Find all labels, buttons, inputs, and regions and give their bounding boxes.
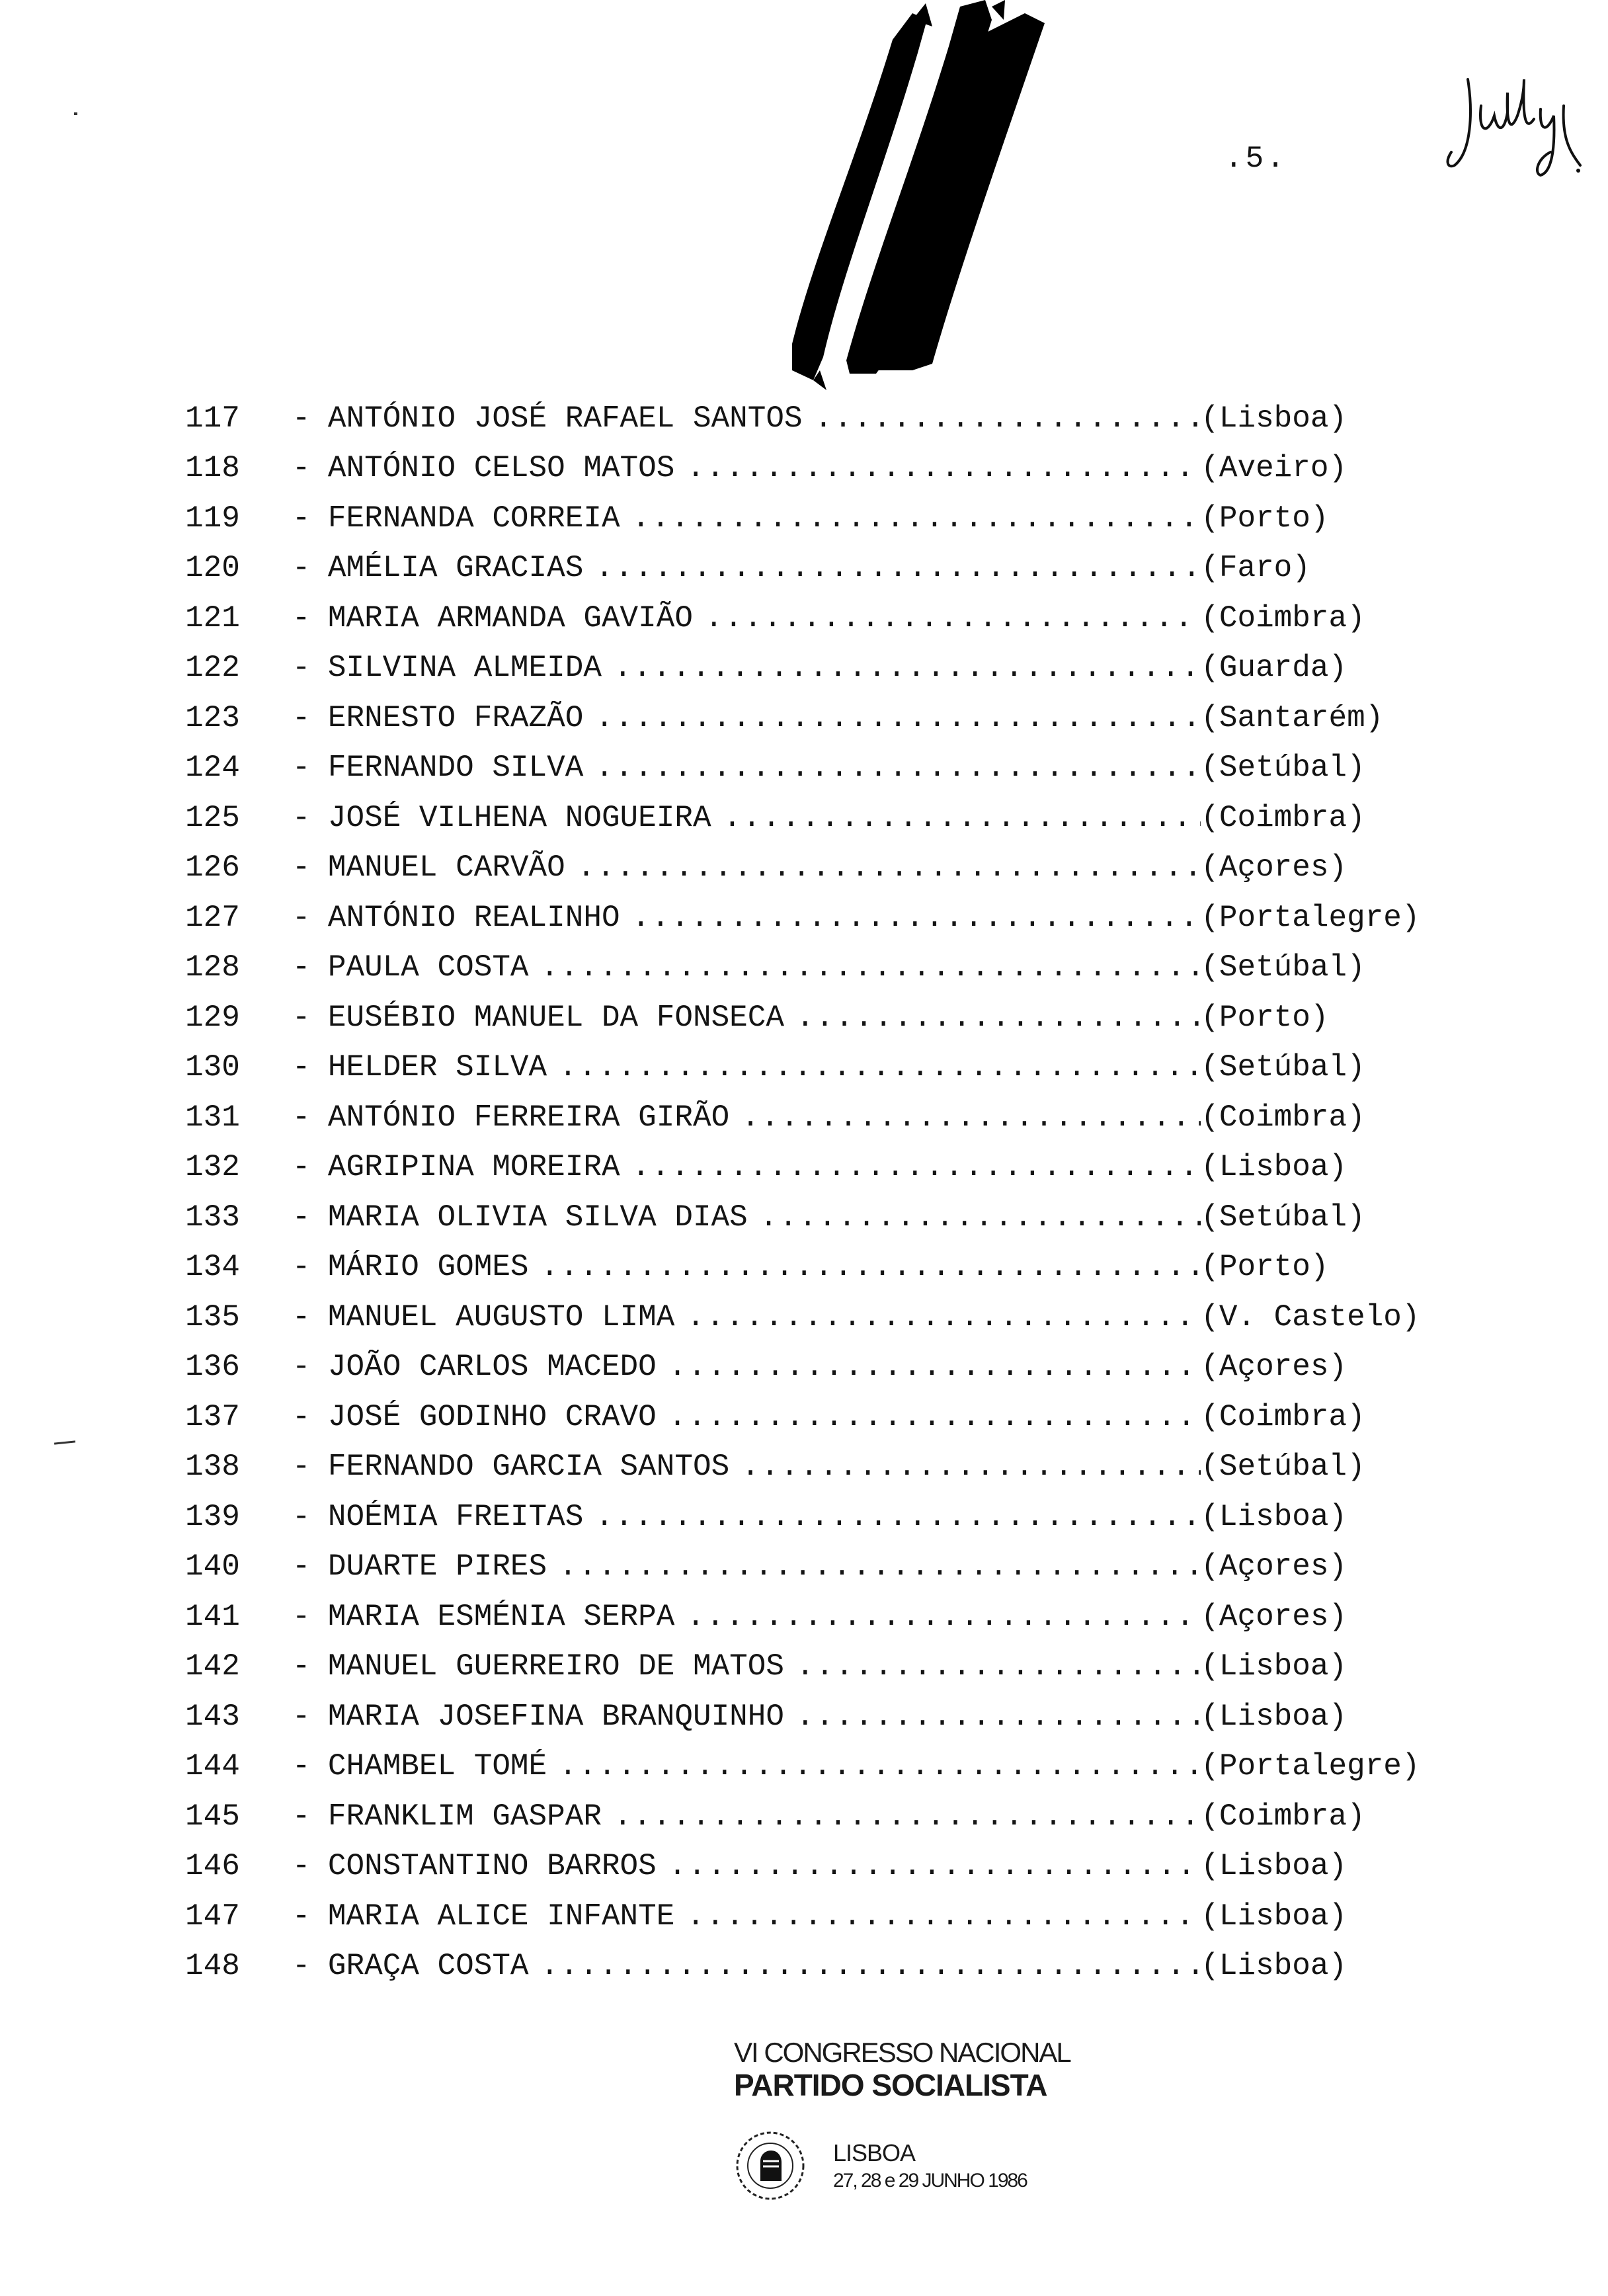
entry-number: 117: [185, 401, 240, 436]
stray-mark-top: [74, 112, 77, 115]
list-item: [185, 1642, 1474, 1692]
entry-district: (Porto): [1201, 1000, 1329, 1035]
entry-name: MANUEL GUERREIRO DE MATOS: [327, 1649, 784, 1684]
entry-separator: -: [292, 751, 311, 786]
entry-name: SILVINA ALMEIDA: [327, 651, 602, 686]
entry-name-cell: [328, 551, 1201, 585]
entry-separator: -: [292, 551, 311, 586]
entry-number: 125: [185, 800, 240, 835]
entry-name-cell: [328, 1200, 1201, 1235]
entry-name: MARIA JOSEFINA BRANQUINHO: [327, 1699, 784, 1734]
entry-name-cell: [328, 850, 1201, 885]
entry-name-cell: [328, 751, 1201, 785]
entry-number: 138: [185, 1450, 240, 1485]
congress-dates: 27, 28 e 29 JUNHO 1986: [833, 2170, 1027, 2192]
entry-separator: -: [292, 1350, 311, 1385]
entry-district: (Coimbra): [1201, 800, 1365, 835]
list-item: [185, 1492, 1474, 1542]
congress-footer: [688, 2037, 1098, 2202]
entry-number: 136: [185, 1350, 240, 1385]
entry-number: 133: [185, 1200, 240, 1235]
entry-separator: -: [292, 600, 311, 636]
entry-district: (Faro): [1201, 551, 1310, 586]
list-item: [185, 444, 1474, 494]
entry-number: 124: [185, 751, 240, 786]
entry-separator: -: [292, 900, 311, 935]
entry-name-cell: [328, 451, 1201, 485]
entry-name: AMÉLIA GRACIAS: [327, 551, 584, 586]
list-item: [185, 793, 1474, 843]
entry-separator: -: [292, 1549, 311, 1584]
entry-name: ANTÓNIO JOSÉ RAFAEL SANTOS: [327, 401, 803, 436]
entry-separator: -: [292, 1050, 311, 1085]
dot-leader: [632, 1150, 1201, 1184]
dot-leader: [559, 1549, 1201, 1584]
entry-number: 120: [185, 551, 240, 586]
entry-district: (Coimbra): [1201, 600, 1365, 636]
entry-name: MARIA ALICE INFANTE: [327, 1899, 675, 1934]
list-item: [185, 1342, 1474, 1393]
list-item: [185, 1742, 1474, 1792]
entry-separator: -: [292, 1150, 311, 1185]
entry-separator: -: [292, 651, 311, 686]
list-item: [185, 1442, 1474, 1493]
entry-number: 146: [185, 1849, 240, 1884]
entry-number: 130: [185, 1050, 240, 1085]
list-item: [185, 943, 1474, 993]
entry-separator: -: [292, 401, 311, 436]
entry-name-cell: [328, 1500, 1201, 1534]
entry-district: (Santarém): [1201, 700, 1384, 735]
entry-name-cell: [328, 1949, 1201, 1983]
entry-name: NOÉMIA FREITAS: [327, 1499, 584, 1534]
page-number: .5.: [1225, 142, 1287, 176]
dot-leader: [686, 451, 1201, 485]
list-item: [185, 643, 1474, 694]
dot-leader: [668, 1400, 1201, 1434]
dot-leader: [686, 1600, 1201, 1634]
entry-name: MARIA ESMÉNIA SERPA: [327, 1599, 675, 1634]
entry-number: 142: [185, 1649, 240, 1684]
entry-district: (Lisboa): [1201, 1649, 1347, 1684]
dot-leader: [668, 1350, 1201, 1384]
entry-name-cell: [328, 651, 1201, 685]
entry-name: GRAÇA COSTA: [327, 1949, 529, 1984]
entry-district: (Açores): [1201, 1350, 1347, 1385]
dot-leader: [541, 950, 1201, 985]
entry-number: 132: [185, 1150, 240, 1185]
dot-leader: [741, 1100, 1201, 1135]
list-item: [185, 1542, 1474, 1592]
entry-number: 126: [185, 850, 240, 885]
entry-separator: -: [292, 1949, 311, 1984]
dot-leader: [595, 701, 1201, 735]
entry-separator: -: [292, 1699, 311, 1734]
entry-number: 141: [185, 1599, 240, 1634]
entry-number: 137: [185, 1399, 240, 1434]
dot-leader: [741, 1450, 1201, 1484]
entry-name: MÁRIO GOMES: [327, 1250, 529, 1285]
entry-separator: -: [292, 700, 311, 735]
list-item: [185, 1192, 1474, 1243]
entry-number: 122: [185, 651, 240, 686]
entry-number: 119: [185, 501, 240, 536]
entry-number: 139: [185, 1499, 240, 1534]
entry-separator: -: [292, 1450, 311, 1485]
dot-leader: [632, 901, 1201, 935]
entry-district: (Coimbra): [1201, 1399, 1365, 1434]
entry-district: (Setúbal): [1201, 950, 1365, 985]
entry-name: ERNESTO FRAZÃO: [327, 700, 584, 735]
dot-leader: [686, 1899, 1201, 1934]
list-item: [185, 593, 1474, 643]
list-item: [185, 843, 1474, 893]
entry-district: (Portalegre): [1201, 900, 1420, 935]
dot-leader: [796, 1001, 1201, 1035]
dot-leader: [705, 601, 1201, 636]
entry-name-cell: [328, 701, 1201, 735]
dot-leader: [614, 1799, 1201, 1834]
list-item: [185, 1842, 1474, 1892]
entry-name: CHAMBEL TOMÉ: [327, 1749, 547, 1784]
entry-separator: -: [292, 1749, 311, 1784]
entry-number: 129: [185, 1000, 240, 1035]
brush-stroke-emblem: [714, 0, 1084, 397]
entry-separator: -: [292, 1250, 311, 1285]
entry-separator: -: [292, 1649, 311, 1684]
entry-name-cell: [328, 1350, 1201, 1384]
dot-leader: [559, 1749, 1201, 1784]
list-item: [185, 1392, 1474, 1442]
entry-district: (Porto): [1201, 1250, 1329, 1285]
entry-district: (Coimbra): [1201, 1100, 1365, 1135]
entry-name-cell: [328, 950, 1201, 985]
entry-name-cell: [328, 501, 1201, 536]
list-item: [185, 693, 1474, 743]
entry-separator: -: [292, 1299, 311, 1334]
list-item: [185, 1092, 1474, 1143]
dot-leader: [577, 850, 1201, 885]
dot-leader: [595, 751, 1201, 785]
entry-district: (Lisboa): [1201, 401, 1347, 436]
entry-name-cell: [328, 1450, 1201, 1484]
entry-district: (Lisboa): [1201, 1849, 1347, 1884]
entry-separator: -: [292, 451, 311, 486]
entry-separator: -: [292, 1200, 311, 1235]
entry-name: JOSÉ VILHENA NOGUEIRA: [327, 800, 711, 835]
dot-leader: [723, 801, 1201, 835]
entry-separator: -: [292, 850, 311, 885]
party-name: PARTIDO SOCIALISTA: [734, 2068, 1047, 2102]
entry-name: AGRIPINA MOREIRA: [327, 1150, 620, 1185]
entry-separator: -: [292, 1849, 311, 1884]
entry-name: FERNANDO SILVA: [327, 751, 584, 786]
entry-name: MARIA OLIVIA SILVA DIAS: [327, 1200, 748, 1235]
entry-number: 118: [185, 451, 240, 486]
entry-number: 148: [185, 1949, 240, 1984]
entry-district: (Lisboa): [1201, 1949, 1347, 1984]
entry-district: (Guarda): [1201, 651, 1347, 686]
list-item: [185, 1143, 1474, 1193]
entry-name-cell: [328, 801, 1201, 835]
entry-name-cell: [328, 1050, 1201, 1085]
dot-leader: [614, 651, 1201, 685]
dot-leader: [760, 1200, 1201, 1235]
entry-separator: -: [292, 1499, 311, 1534]
entry-district: (Setúbal): [1201, 1200, 1365, 1235]
entry-district: (Açores): [1201, 1599, 1347, 1634]
entry-separator: -: [292, 1399, 311, 1434]
entry-number: 127: [185, 900, 240, 935]
entry-name-cell: [328, 1549, 1201, 1584]
entry-separator: -: [292, 1100, 311, 1135]
entry-name-cell: [328, 401, 1201, 436]
entry-name: JOSÉ GODINHO CRAVO: [327, 1399, 657, 1434]
entry-number: 121: [185, 600, 240, 636]
entry-district: (Açores): [1201, 1549, 1347, 1584]
entry-number: 144: [185, 1749, 240, 1784]
dot-leader: [686, 1300, 1201, 1334]
entry-number: 147: [185, 1899, 240, 1934]
entry-number: 145: [185, 1799, 240, 1834]
party-fist-seal-icon: [734, 2129, 807, 2202]
list-item: [185, 393, 1474, 444]
entry-name: MANUEL CARVÃO: [327, 850, 565, 885]
entry-district: (Porto): [1201, 501, 1329, 536]
list-item: [185, 1592, 1474, 1642]
dot-leader: [595, 551, 1201, 585]
entry-name-cell: [328, 1300, 1201, 1334]
entry-district: (Coimbra): [1201, 1799, 1365, 1834]
entry-district: (Lisboa): [1201, 1699, 1347, 1734]
dot-leader: [815, 401, 1201, 436]
dot-leader: [541, 1949, 1201, 1983]
list-item: [185, 1942, 1474, 1992]
entry-separator: -: [292, 1799, 311, 1834]
entry-number: 134: [185, 1250, 240, 1285]
entry-number: 135: [185, 1299, 240, 1334]
list-item: [185, 1292, 1474, 1342]
entry-district: (Portalegre): [1201, 1749, 1420, 1784]
entry-name-cell: [328, 1250, 1201, 1284]
stray-mark-left: [54, 1440, 75, 1444]
entry-district: (V. Castelo): [1201, 1299, 1420, 1334]
entry-number: 123: [185, 700, 240, 735]
dot-leader: [796, 1649, 1201, 1684]
dot-leader: [541, 1250, 1201, 1284]
handwritten-signature: [1441, 53, 1587, 185]
congress-title: VI CONGRESSO NACIONAL: [734, 2037, 1070, 2068]
delegate-list: [185, 393, 1474, 1991]
entry-name-cell: [328, 1700, 1201, 1734]
entry-name: DUARTE PIRES: [327, 1549, 547, 1584]
entry-name-cell: [328, 1899, 1201, 1934]
dot-leader: [796, 1700, 1201, 1734]
entry-name: FRANKLIM GASPAR: [327, 1799, 602, 1834]
entry-name-cell: [328, 1001, 1201, 1035]
entry-name-cell: [328, 1100, 1201, 1135]
entry-separator: -: [292, 1599, 311, 1634]
list-item: [185, 893, 1474, 943]
entry-district: (Setúbal): [1201, 1450, 1365, 1485]
entry-name: MANUEL AUGUSTO LIMA: [327, 1299, 675, 1334]
dot-leader: [559, 1050, 1201, 1085]
entry-name: HELDER SILVA: [327, 1050, 547, 1085]
entry-separator: -: [292, 1899, 311, 1934]
entry-name: MARIA ARMANDA GAVIÃO: [327, 600, 693, 636]
entry-district: (Açores): [1201, 850, 1347, 885]
entry-name: FERNANDO GARCIA SANTOS: [327, 1450, 730, 1485]
entry-name-cell: [328, 601, 1201, 636]
entry-name: CONSTANTINO BARROS: [327, 1849, 657, 1884]
entry-name: FERNANDA CORREIA: [327, 501, 620, 536]
dot-leader: [632, 501, 1201, 536]
list-item: [185, 493, 1474, 544]
entry-name-cell: [328, 1600, 1201, 1634]
congress-city: LISBOA: [833, 2139, 916, 2166]
entry-separator: -: [292, 800, 311, 835]
entry-name-cell: [328, 1150, 1201, 1184]
entry-name: JOÃO CARLOS MACEDO: [327, 1350, 657, 1385]
entry-number: 140: [185, 1549, 240, 1584]
entry-district: (Setúbal): [1201, 751, 1365, 786]
list-item: [185, 1891, 1474, 1942]
entry-name-cell: [328, 1749, 1201, 1784]
entry-name: ANTÓNIO REALINHO: [327, 900, 620, 935]
entry-separator: -: [292, 1000, 311, 1035]
entry-district: (Setúbal): [1201, 1050, 1365, 1085]
list-item: [185, 544, 1474, 594]
entry-district: (Lisboa): [1201, 1150, 1347, 1185]
entry-name: ANTÓNIO FERREIRA GIRÃO: [327, 1100, 730, 1135]
entry-name: PAULA COSTA: [327, 950, 529, 985]
entry-separator: -: [292, 950, 311, 985]
entry-name: EUSÉBIO MANUEL DA FONSECA: [327, 1000, 784, 1035]
list-item: [185, 1043, 1474, 1093]
list-item: [185, 993, 1474, 1043]
entry-name-cell: [328, 1649, 1201, 1684]
list-item: [185, 743, 1474, 794]
entry-district: (Aveiro): [1201, 451, 1347, 486]
entry-district: (Lisboa): [1201, 1499, 1347, 1534]
entry-district: (Lisboa): [1201, 1899, 1347, 1934]
list-item: [185, 1243, 1474, 1293]
entry-number: 131: [185, 1100, 240, 1135]
entry-number: 128: [185, 950, 240, 985]
list-item: [185, 1692, 1474, 1742]
entry-number: 143: [185, 1699, 240, 1734]
entry-name-cell: [328, 901, 1201, 935]
dot-leader: [595, 1500, 1201, 1534]
list-item: [185, 1791, 1474, 1842]
entry-name-cell: [328, 1400, 1201, 1434]
entry-name-cell: [328, 1849, 1201, 1883]
entry-name: ANTÓNIO CELSO MATOS: [327, 451, 675, 486]
entry-name-cell: [328, 1799, 1201, 1834]
entry-separator: -: [292, 501, 311, 536]
dot-leader: [668, 1849, 1201, 1883]
